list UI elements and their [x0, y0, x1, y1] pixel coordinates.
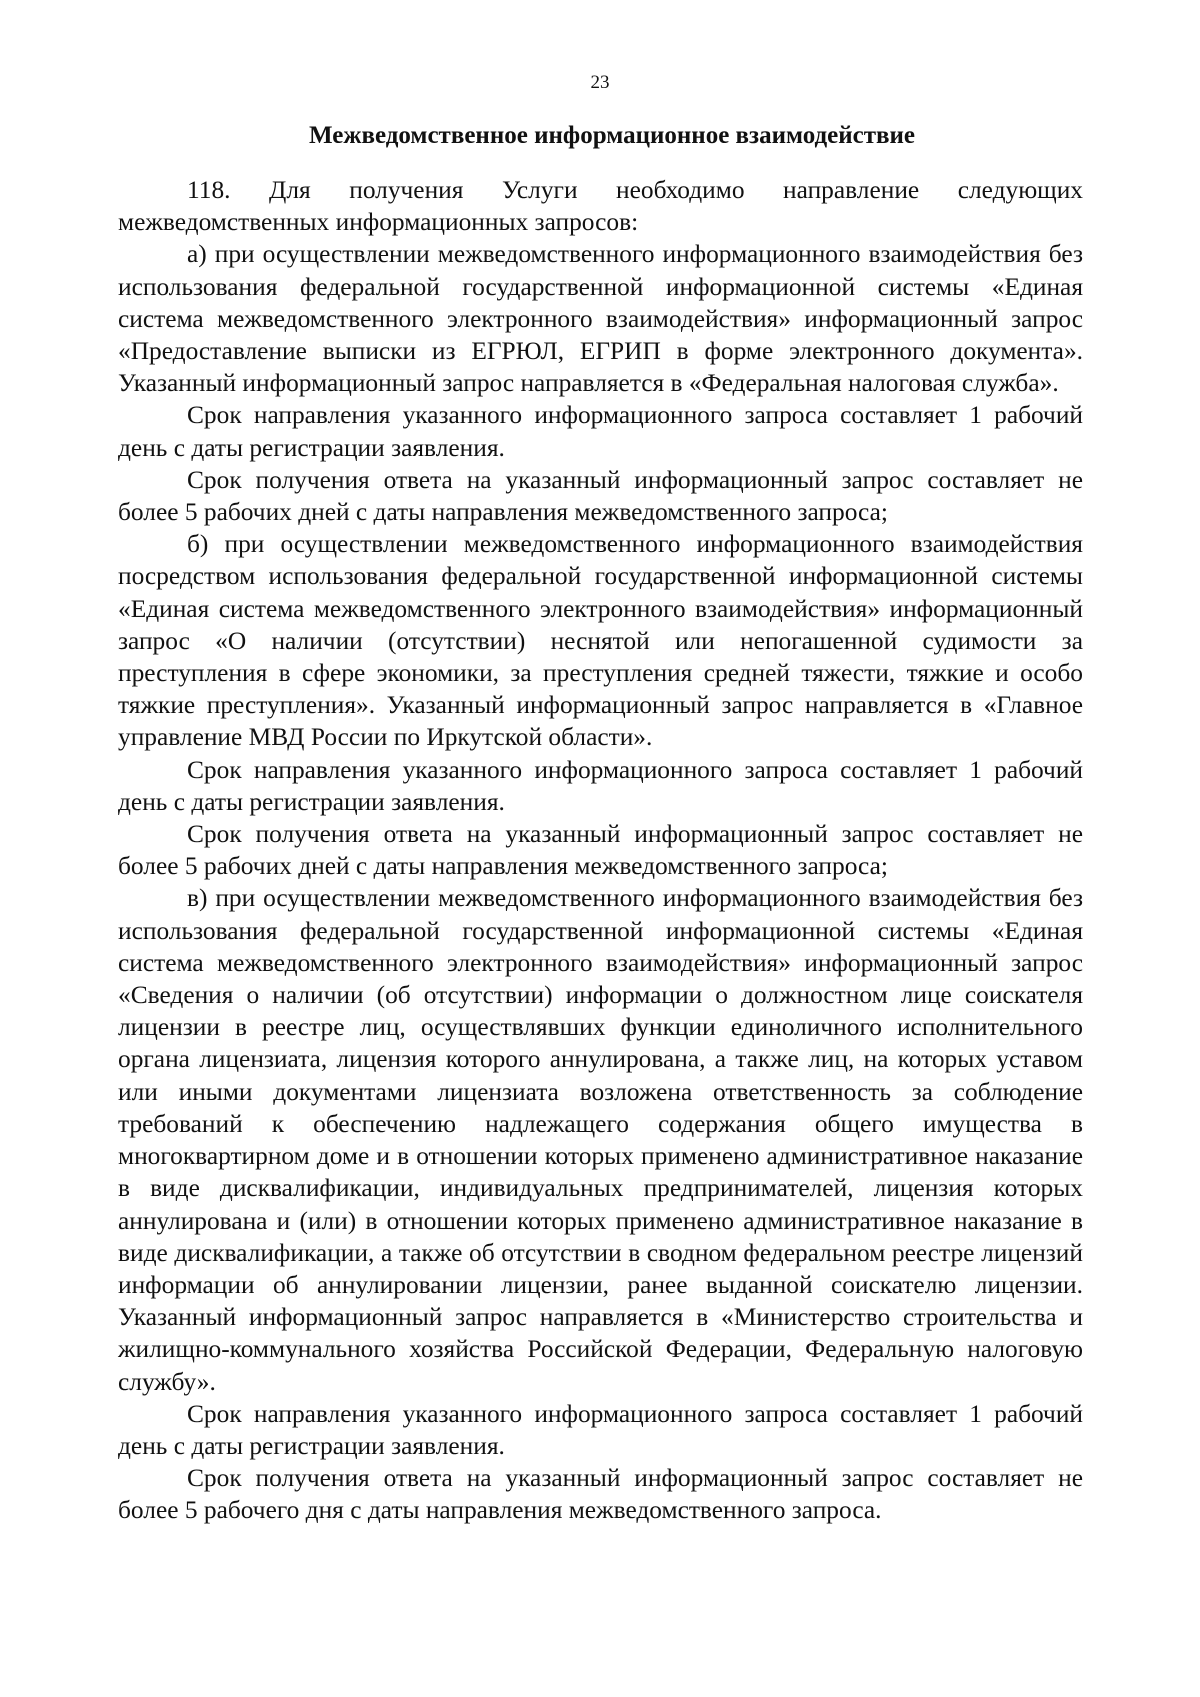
paragraph-b-send-term: Срок направления указанного информационного запроса составляет 1 рабочий день с даты регистрации заявления.: [118, 755, 1083, 816]
paragraph-b-response-term: Срок получения ответа на указанный информационный запрос составляет не более 5 рабочих дней с даты направления межведомственного запроса;: [118, 820, 1083, 881]
body-text: [118, 174, 1083, 1527]
page-number: 23: [590, 72, 610, 93]
paragraph-a-response-term: Срок получения ответа на указанный информационный запрос составляет не более 5 рабочих дней с даты направления межведомственного запроса;: [118, 465, 1083, 527]
paragraph-item-b: б) при осуществлении межведомственного информационного взаимодействия посредством использования федеральной государственной информационной системы «Единая система межведомственного электронного взаимодействия» информационный запрос «О наличии (отсутствии) неснятой или непогашенной судимости за преступления в сфере экономики, за преступления средней тяжести, тяжкие и особо тяжкие преступления». Указанный информационный запрос направляется в «Главное управление МВД России по Иркутской области».: [118, 530, 1083, 752]
paragraph-c-send-term: Срок направления указанного информационного запроса составляет 1 рабочий день с даты регистрации заявления.: [118, 1399, 1083, 1460]
paragraph-c-response-term: Срок получения ответа на указанный информационный запрос составляет не более 5 рабочего дня с даты направления межведомственного запроса.: [118, 1464, 1083, 1525]
paragraph-118-intro: 118. Для получения Услуги необходимо направление следующих межведомственных информационных запросов:: [118, 176, 1083, 237]
paragraph-item-a: а) при осуществлении межведомственного информационного взаимодействия без использования федеральной государственной информационной системы «Единая система межведомственного электронного взаимодействия» информационный запрос «Предоставление выписки из ЕГРЮЛ, ЕГРИП в форме электронного документа». Указанный информационный запрос направляется в «Федеральная налоговая служба».: [118, 240, 1083, 398]
section-title: Межведомственное информационное взаимодействие: [309, 122, 915, 149]
paragraph-a-send-term: Срок направления указанного информационного запроса составляет 1 рабочий день с даты регистрации заявления.: [118, 401, 1083, 462]
paragraph-item-c: в) при осуществлении межведомственного информационного взаимодействия без использования федеральной государственной информационной системы «Единая система межведомственного электронного взаимодействия» информационный запрос «Сведения о наличии (об отсутствии) информации о должностном лице соискателя лицензии в реестре лиц, осуществлявших функции единоличного исполнительного органа лицензиата, лицензия которого аннулирована, а также лиц, на которых уставом или иными документами лицензиата возложена ответственность за соблюдение требований к обеспечению надлежащего содержания общего имущества в многоквартирном доме и в отношении которых применено административное наказание в виде дисквалификации, индивидуальных предпринимателей, лицензия которых аннулирована и (или) в отношении которых применено административное наказание в виде дисквалификации, а также об отсутствии в сводном федеральном реестре лицензий информации об аннулировании лицензии, ранее выданной соискателю лицензии. Указанный информационный запрос направляется в «Министерство строительства и жилищно-коммунального хозяйства Российской Федерации, Федеральную налоговую службу».: [118, 884, 1083, 1396]
